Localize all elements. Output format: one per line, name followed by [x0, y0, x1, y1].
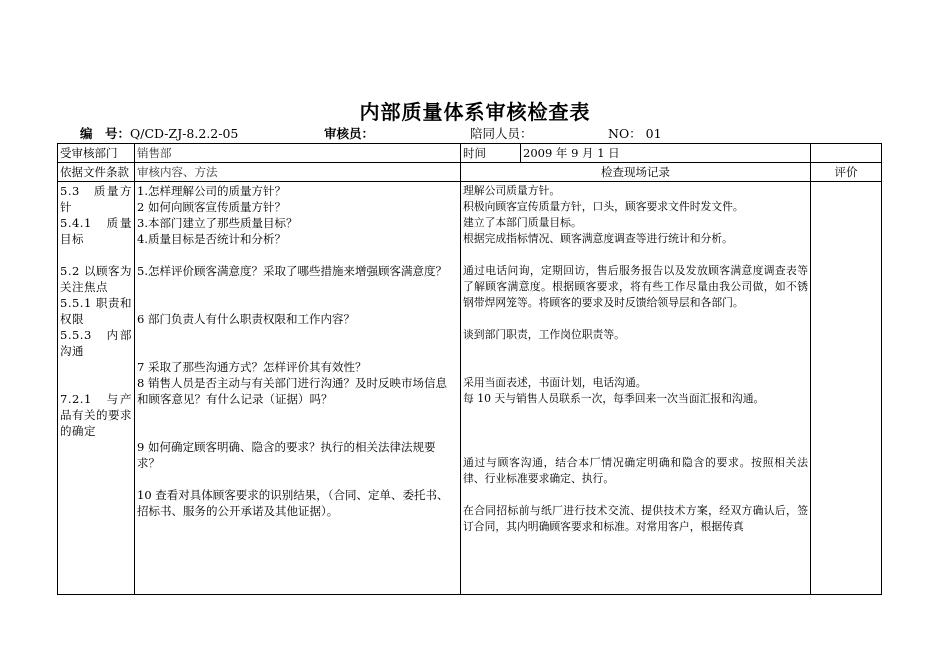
record-item: 采用当面表述，书面计划，电话沟通。 [463, 376, 647, 389]
dept-value: 销售部 [135, 144, 461, 163]
content-item: 2 如何向顾客宣传质量方针？ [137, 200, 286, 214]
time-label: 时间 [461, 144, 521, 163]
number-value: 01 [645, 126, 662, 141]
record-item: 每 10 天与销售人员联系一次，每季回来一次当面汇报和沟通。 [463, 392, 765, 405]
record-cell [461, 182, 811, 595]
content-item: 3.本部门建立了那些质量目标？ [137, 216, 298, 230]
content-item: 4.质量目标是否统计和分析？ [137, 232, 286, 246]
clause-item: 5.5.3 内部沟通 [60, 328, 132, 358]
content-item: 8 销售人员是否主动与有关部门进行沟通？及时反映市场信息和顾客意见？有什么记录（证据）吗？ [137, 376, 447, 406]
record-item: 通过电话问询，定期回访，售后服务报告以及发放顾客满意度调查表等了解顾客满意度。根据顾客要求，将有些工作尽量由我公司做，如不锈钢带焊网笼等。将顾客的要求及时反馈给领导层和各部门。 [463, 264, 808, 309]
code-label: 编 号： [80, 126, 131, 141]
eval-cell [811, 182, 882, 595]
clause-item: 5.5.1 职责和权限 [60, 296, 132, 326]
companion-label: 陪同人员： [470, 126, 533, 141]
time-blank [811, 144, 882, 163]
content-item: 6 部门负责人有什么职责权限和工作内容？ [137, 312, 355, 326]
record-item: 谈到部门职责，工作岗位职责等。 [463, 328, 625, 341]
content-item: 5.怎样评价顾客满意度？采取了哪些措施来增强顾客满意度？ [137, 264, 447, 278]
record-item: 根据完成指标情况、顾客满意度调查等进行统计和分析。 [463, 232, 733, 245]
record-item: 积极向顾客宣传质量方针，口头，顾客要求文件时发文件。 [463, 200, 744, 213]
number-field [608, 124, 662, 142]
clause-cell [58, 182, 135, 595]
clause-item: 5.2 以顾客为关注焦点 [60, 264, 132, 294]
auditor-field [324, 124, 374, 142]
header-eval: 评价 [811, 163, 882, 182]
clause-item: 5.4.1 质量目标 [60, 216, 132, 246]
header-clause: 依据文件条款 [58, 163, 135, 182]
record-item: 理解公司质量方针。 [463, 184, 561, 197]
document-title: 内部质量体系审核检查表 [359, 100, 591, 124]
companion-field [470, 124, 533, 142]
time-value: 2009 年 9 月 1 日 [521, 144, 811, 163]
dept-label: 受审核部门 [58, 144, 135, 163]
audit-checklist-table [57, 143, 882, 595]
code-field [80, 124, 238, 142]
header-record: 检查现场记录 [461, 163, 811, 182]
body-row [58, 182, 882, 595]
code-value: Q/CD-ZJ-8.2.2-05 [130, 126, 239, 141]
auditor-label: 审核员： [324, 126, 375, 141]
clause-item: 7.2.1 与产品有关的要求的确定 [60, 392, 132, 438]
content-item: 1.怎样理解公司的质量方针？ [137, 184, 286, 198]
content-item: 9 如何确定顾客明确、隐含的要求？执行的相关法律法规要求？ [137, 440, 436, 470]
content-item: 10 查看对具体顾客要求的识别结果，（合同、定单、委托书、招标书、服务的公开承诺及其他证据）。 [137, 488, 449, 518]
record-item: 在合同招标前与纸厂进行技术交流、提供技术方案，经双方确认后，签订合同，其内明确顾客要求和标准。对常用客户，根据传真 [463, 504, 808, 533]
record-item: 通过与顾客沟通，结合本厂情况确定明确和隐含的要求。按照相关法律、行业标准要求确定、执行。 [463, 456, 808, 485]
clause-item: 5.3 质量方针 [60, 184, 132, 214]
dept-row [58, 144, 882, 163]
header-row [58, 163, 882, 182]
number-label: NO： [608, 126, 642, 141]
header-content: 审核内容、方法 [135, 163, 461, 182]
content-cell [135, 182, 461, 595]
content-item: 7 采取了那些沟通方式？怎样评价其有效性？ [137, 360, 367, 374]
record-item: 建立了本部门质量目标。 [463, 216, 582, 229]
